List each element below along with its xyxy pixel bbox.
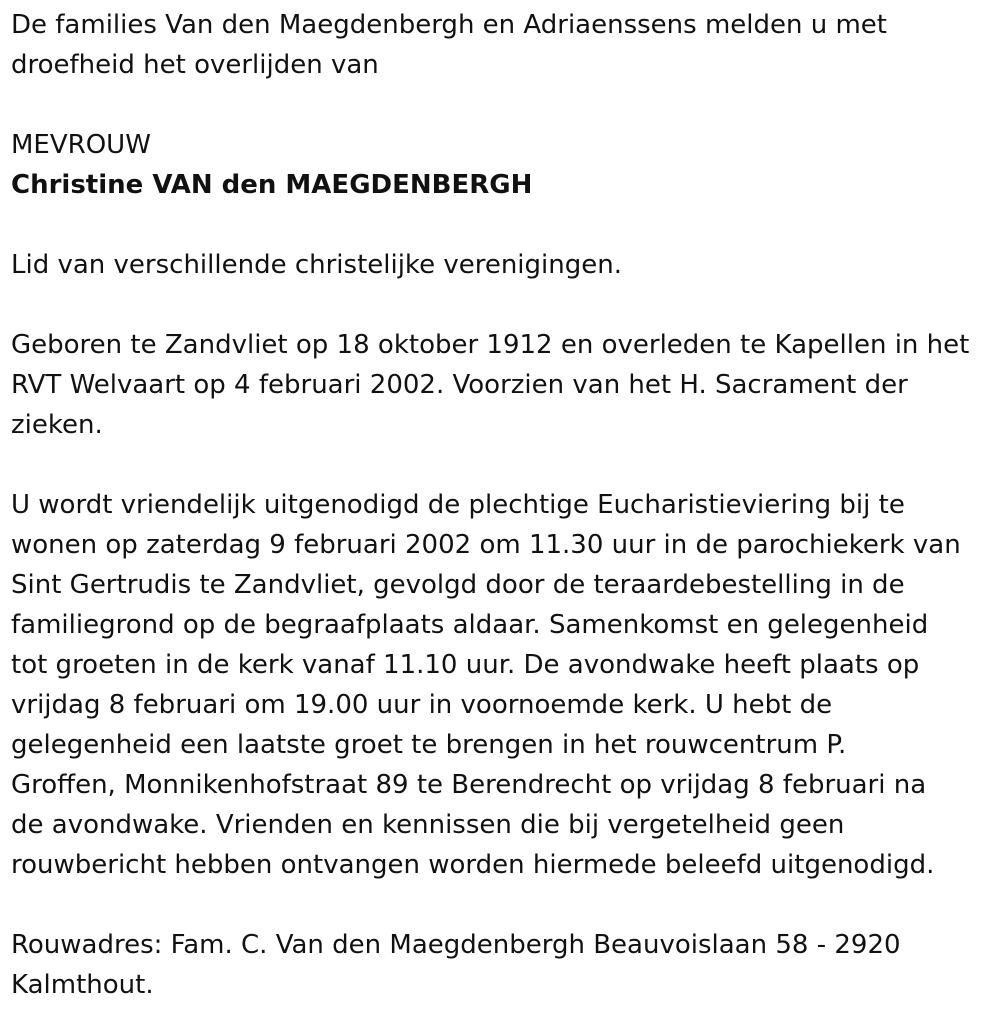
invitation-line: tot groeten in de kerk vanaf 11.10 uur. De avondwake heeft plaats op (11, 650, 920, 680)
membership-line: Lid van verschillende christelijke verenigingen. (11, 250, 622, 280)
invitation-line: Groffen, Monnikenhofstraat 89 te Berendrecht op vrijdag 8 februari na (11, 770, 927, 800)
paragraph-spacer (11, 85, 990, 125)
invitation-line: familiegrond op de begraafplaats aldaar. Samenkomst en gelegenheid (11, 610, 929, 640)
birth-death-paragraph (11, 325, 990, 445)
intro-line: droefheid het overlijden van (11, 50, 379, 80)
honorific-title: MEVROUW (11, 130, 151, 160)
paragraph-spacer (11, 205, 990, 245)
invitation-line: gelegenheid een laatste groet te brengen in het rouwcentrum P. (11, 730, 847, 760)
paragraph-spacer (11, 285, 990, 325)
address-line: Kalmthout. (11, 970, 154, 1000)
paragraph-spacer (11, 445, 990, 485)
invitation-line: rouwbericht hebben ontvangen worden hiermede beleefd uitgenodigd. (11, 850, 935, 880)
invitation-line: vrijdag 8 februari om 19.00 uur in voornoemde kerk. U hebt de (11, 690, 833, 720)
intro-paragraph (11, 5, 990, 85)
paragraph-spacer (11, 885, 990, 925)
invitation-paragraph (11, 485, 990, 885)
invitation-line: Sint Gertrudis te Zandvliet, gevolgd door de teraardebestelling in de (11, 570, 905, 600)
obituary-notice (0, 5, 1000, 1029)
birth-death-line: Geboren te Zandvliet op 18 oktober 1912 en overleden te Kapellen in het (11, 330, 970, 360)
birth-death-line: RVT Welvaart op 4 februari 2002. Voorzien van het H. Sacrament der (11, 370, 908, 400)
invitation-line: wonen op zaterdag 9 februari 2002 om 11.30 uur in de parochiekerk van (11, 530, 961, 560)
birth-death-line: zieken. (11, 410, 103, 440)
address-paragraph (11, 925, 990, 1005)
name-block (11, 125, 990, 205)
membership-paragraph (11, 245, 990, 285)
invitation-line: de avondwake. Vrienden en kennissen die bij vergetelheid geen (11, 810, 845, 840)
address-line: Rouwadres: Fam. C. Van den Maegdenbergh Beauvoislaan 58 - 2920 (11, 930, 901, 960)
deceased-name: Christine VAN den MAEGDENBERGH (11, 170, 533, 200)
intro-line: De families Van den Maegdenbergh en Adriaenssens melden u met (11, 10, 888, 40)
invitation-line: U wordt vriendelijk uitgenodigd de plechtige Eucharistieviering bij te (11, 490, 905, 520)
